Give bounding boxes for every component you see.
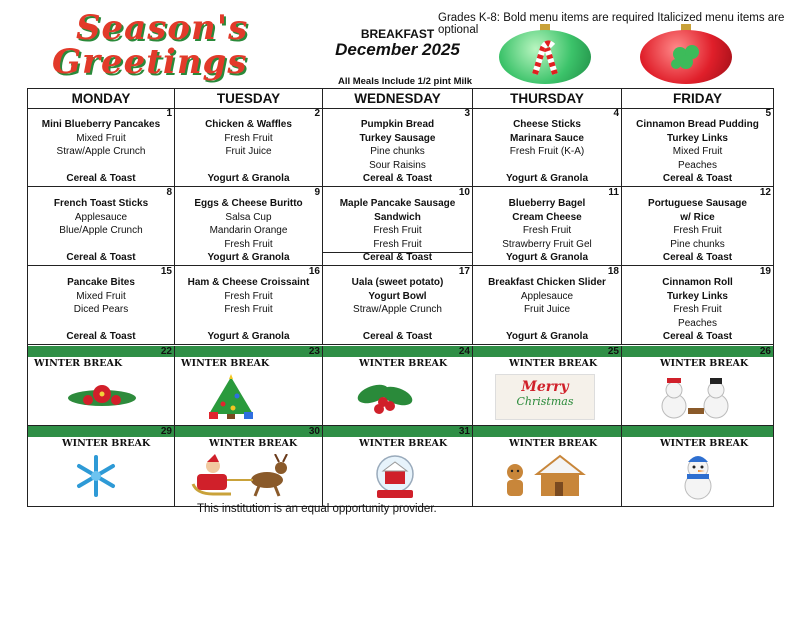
day-number: 16: [308, 266, 320, 277]
calendar-day-4: [473, 108, 622, 187]
menu-item: Fresh Fruit: [373, 225, 422, 236]
menu-item: Marinara Sauce: [510, 132, 584, 144]
menu-item: Maple Pancake Sausage: [339, 198, 456, 209]
day-number: 26: [759, 346, 771, 357]
day-number: 23: [308, 346, 320, 357]
menu-item: Fresh Fruit: [673, 225, 722, 236]
gingerbread-house-icon: [495, 452, 591, 500]
menu-item: Cheese Sticks: [513, 119, 581, 130]
green-ornament-icon: [499, 30, 591, 84]
menu-item: Fresh Fruit: [224, 238, 273, 250]
calendar-day-26: [622, 346, 773, 426]
calendar-day-12: [622, 187, 773, 266]
menu-side-item: Cereal & Toast: [662, 252, 733, 263]
day-number: 9: [314, 187, 320, 198]
day-number: 4: [613, 108, 619, 119]
day-number: 31: [458, 426, 470, 437]
menu-item: Turkey Sausage: [359, 132, 436, 144]
winter-break-label: WINTER BREAK: [660, 438, 749, 449]
footer-statement: This institution is an equal opportunity provider.: [197, 503, 437, 515]
day-number: 30: [308, 426, 320, 437]
menu-item: Cinnamon Roll: [662, 277, 733, 288]
day-header-tuesday: TUESDAY: [175, 89, 323, 109]
menu-item: Portuguese Sausage: [648, 198, 747, 209]
calendar-day-30: [175, 426, 323, 506]
menu-item: Fresh Fruit: [373, 238, 422, 250]
menu-item: Cinnamon Bread Pudding: [636, 119, 759, 130]
day-number: 17: [458, 266, 470, 277]
holly-icon: [355, 376, 415, 416]
menu-item: Straw/Apple Crunch: [353, 304, 442, 315]
day-number: 11: [608, 187, 619, 198]
menu-item: Cream Cheese: [512, 211, 582, 223]
day-number: 10: [458, 187, 470, 198]
day-number: 25: [607, 346, 619, 357]
menu-item: Fruit Juice: [225, 146, 272, 157]
menu-item: Turkey Links: [667, 290, 728, 302]
poinsettia-garland-icon: [62, 376, 142, 416]
day-number: 29: [160, 426, 172, 437]
winter-break-label: WINTER BREAK: [359, 438, 448, 449]
merry-text: Merry: [521, 379, 569, 395]
menu-side-item: Cereal & Toast: [362, 173, 433, 184]
menu-item: Applesauce: [74, 211, 128, 223]
menu-item: Mixed Fruit: [76, 132, 126, 144]
calendar-day-10: [323, 187, 473, 266]
winter-break-label: WINTER BREAK: [509, 438, 598, 449]
menu-month: December 2025: [335, 40, 460, 59]
menu-item: Straw/Apple Crunch: [56, 146, 146, 157]
menu-item: Breakfast Chicken Slider: [488, 277, 606, 288]
menu-title: BREAKFAST: [360, 27, 435, 41]
christmas-text: Christmas: [516, 395, 574, 408]
day-number: 18: [607, 266, 619, 277]
merry-christmas-card: [495, 374, 595, 420]
day-number: 15: [160, 266, 172, 277]
calendar-day-empty-2: [622, 426, 773, 506]
day-header-wednesday: WEDNESDAY: [323, 89, 473, 109]
calendar-day-1: [28, 108, 175, 187]
menu-item: Sour Raisins: [369, 159, 426, 171]
day-number: 22: [160, 346, 172, 357]
menu-item: Chicken & Waffles: [205, 119, 292, 130]
snowman-icon: [674, 452, 722, 500]
menu-item: Turkey Links: [667, 132, 728, 144]
day-number: 8: [166, 187, 172, 198]
menu-item: Pine chunks: [370, 146, 425, 157]
menu-item: Ham & Cheese Croissaint: [187, 277, 310, 288]
menu-item: Pumpkin Bread: [360, 119, 435, 130]
menu-side-item: Cereal & Toast: [662, 331, 733, 342]
day-number: 1: [166, 108, 172, 119]
day-number: 3: [464, 108, 470, 119]
cell-divider: [323, 252, 472, 253]
menu-side-item: Cereal & Toast: [362, 252, 433, 263]
menu-item: Fresh Fruit: [224, 290, 273, 302]
calendar-day-8: [28, 187, 175, 266]
calendar-day-24: [323, 346, 473, 426]
winter-break-label: WINTER BREAK: [509, 358, 598, 369]
menu-item: Fresh Fruit: [224, 132, 273, 144]
menu-item: Blueberry Bagel: [508, 198, 586, 209]
calendar-day-18: [473, 266, 622, 345]
winter-break-label: WINTER BREAK: [209, 438, 298, 449]
calendar-day-15: [28, 266, 175, 345]
menu-item: Mini Blueberry Pancakes: [41, 119, 161, 130]
menu-item: Blue/Apple Crunch: [59, 225, 143, 236]
menu-side-item: Cereal & Toast: [66, 331, 136, 342]
menu-side-item: Yogurt & Granola: [207, 331, 290, 342]
menu-item: Fresh Fruit: [522, 225, 572, 236]
calendar-day-17: [323, 266, 473, 345]
winter-break-label: WINTER BREAK: [660, 358, 749, 369]
calendar-day-empty-1: [473, 426, 622, 506]
calendar-day-11: [473, 187, 622, 266]
calendar-grid: [27, 88, 774, 507]
menu-item: Pine chunks: [670, 238, 725, 250]
menu-item: Uala (sweet potato): [351, 277, 444, 288]
calendar-day-19: [622, 266, 773, 345]
day-header-friday: FRIDAY: [622, 89, 773, 109]
menu-item: w/ Rice: [680, 211, 715, 223]
menu-item: Diced Pears: [73, 304, 129, 315]
calendar-day-29: [28, 426, 175, 506]
calendar-day-22: [28, 346, 175, 426]
calendar-day-5: [622, 108, 773, 187]
menu-side-item: Yogurt & Granola: [505, 331, 589, 342]
calendar-day-16: [175, 266, 323, 345]
calendar-day-2: [175, 108, 323, 187]
menu-item: French Toast Sticks: [53, 198, 149, 209]
menu-item: Applesauce: [520, 290, 574, 302]
day-header-monday: MONDAY: [28, 89, 175, 109]
day-number: 19: [759, 266, 771, 277]
day-number: 24: [458, 346, 470, 357]
calendar-day-3: [323, 108, 473, 187]
menu-item: Mandarin Orange: [209, 225, 288, 236]
menu-side-item: Yogurt & Granola: [207, 173, 290, 184]
menu-item: Salsa Cup: [225, 211, 272, 223]
menu-item: Mixed Fruit: [672, 146, 723, 157]
winter-break-label: WINTER BREAK: [62, 438, 151, 449]
winter-break-label: WINTER BREAK: [34, 358, 123, 369]
milk-note: All Meals Include 1/2 pint Milk: [337, 76, 473, 87]
logo-line1: Season's: [76, 8, 249, 48]
menu-item: Yogurt Bowl: [368, 290, 427, 302]
calendar-day-9: [175, 187, 323, 266]
santa-sleigh-icon: [187, 454, 299, 500]
menu-side-item: Cereal & Toast: [66, 173, 136, 184]
calendar-day-23: [175, 346, 323, 426]
winter-break-label: WINTER BREAK: [181, 358, 270, 369]
menu-item: Eggs & Cheese Buritto: [194, 198, 303, 209]
menu-side-item: Cereal & Toast: [662, 173, 733, 184]
menu-item: Fresh Fruit (K-A): [509, 146, 585, 157]
menu-item: Mixed Fruit: [76, 290, 126, 302]
menu-side-item: Yogurt & Granola: [505, 252, 589, 263]
calendar-day-25: [473, 346, 622, 426]
menu-item: Fresh Fruit: [673, 304, 722, 315]
winter-break-label: WINTER BREAK: [359, 358, 448, 369]
menu-item: Fruit Juice: [523, 304, 571, 315]
christmas-tree-icon: [203, 374, 259, 420]
day-number: 5: [765, 108, 771, 119]
day-number: 12: [759, 187, 771, 198]
logo-line2: Greetings: [52, 42, 248, 82]
grades-note: Grades K-8: Bold menu items are required Italicized menu items are optional: [438, 12, 785, 36]
menu-item: Peaches: [678, 317, 717, 329]
red-ornament-icon: [640, 30, 732, 84]
menu-item: Peaches: [678, 159, 717, 171]
menu-side-item: Yogurt & Granola: [207, 252, 290, 263]
menu-item: Pancake Bites: [67, 277, 135, 288]
menu-item: Strawberry Fruit Gel: [502, 238, 592, 250]
menu-side-item: Yogurt & Granola: [505, 173, 589, 184]
snow-family-icon: [652, 372, 742, 422]
snowflake-icon: [74, 454, 118, 498]
menu-item: Sandwich: [374, 211, 421, 223]
menu-side-item: Cereal & Toast: [362, 331, 433, 342]
seasons-greetings-logo: [48, 8, 270, 80]
menu-side-item: Cereal & Toast: [66, 252, 136, 263]
calendar-day-31: [323, 426, 473, 506]
day-header-thursday: THURSDAY: [473, 89, 622, 109]
day-number: 2: [314, 108, 320, 119]
menu-item: Fresh Fruit: [224, 304, 273, 315]
snow-globe-icon: [369, 454, 421, 500]
